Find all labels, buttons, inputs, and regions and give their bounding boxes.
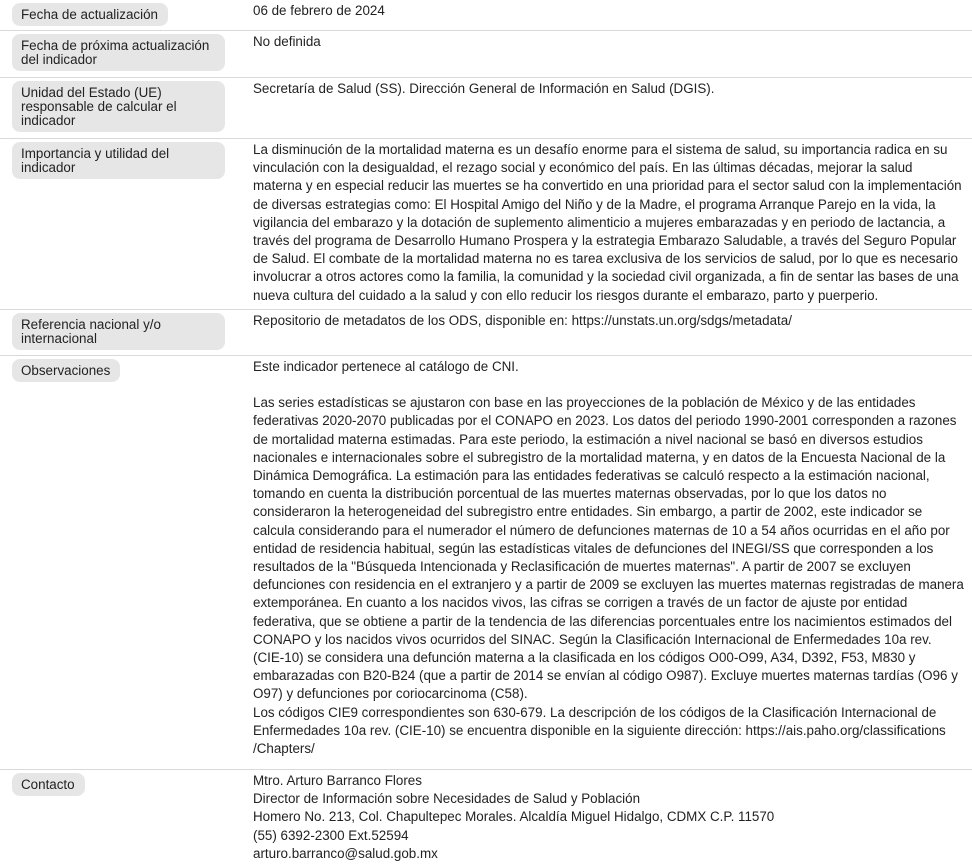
- label-cell: [0, 31, 253, 77]
- label-cell: [0, 310, 253, 355]
- value-cell: [253, 310, 972, 355]
- contacto-telefono: (55) 6392-2300 Ext.52594: [253, 827, 409, 843]
- label-cell: [0, 356, 253, 769]
- value-cell: [253, 0, 972, 30]
- value-fecha-proxima-actualizacion: No definida: [253, 34, 321, 49]
- label-cell: [0, 139, 253, 309]
- observaciones-paragraph-1: Este indicador pertenece al catálogo de CNI.: [253, 359, 519, 374]
- row-fecha-proxima-actualizacion: [0, 31, 972, 78]
- row-unidad-responsable: [0, 78, 972, 139]
- value-unidad-responsable: Secretaría de Salud (SS). Dirección General de Información en Salud (DGIS).: [253, 81, 715, 96]
- contacto-direccion: Homero No. 213, Col. Chapultepec Morales. Alcaldía Miguel Hidalgo, CDMX C.P. 11570: [253, 809, 775, 825]
- label-contacto: Contacto: [12, 773, 85, 796]
- value-cell: [253, 770, 972, 868]
- row-contacto: [0, 770, 972, 868]
- label-referencia: Referencia nacional y/o internacional: [12, 313, 225, 350]
- value-importancia-utilidad: La disminución de la mortalidad materna es un desafío enorme para el sistema de salud, su importancia radica en su vinculación con la desigualdad, el rezago social y económico del país. En las últimas décadas, mejorar la salud materna y en especial reducir las muertes se ha convertido en una prioridad para el sector salud con la implementación de diversas estrategias como: El Hospital Amigo del Niño y de la Madre, el programa Arranque Parejo en la vida, la vigilancia del embarazo y la dotación de suplemento alimenticio a mujeres embarazadas y en periodo de lactancia, a través del programa de Desarrollo Humano Prospera y la estrategia Embarazo Saludable, a través del Seguro Popular de Salud. El combate de la mortalidad materna no es tarea exclusiva de los servicios de salud, por lo que es necesario involucrar a otros actores como la familia, la comunidad y la sociedad civil organizada, a fin de sentar las bases de una nueva cultura del cuidado a la salud y con ello reducir los riesgos durante el embarazo, parto y puerperio.: [253, 142, 962, 303]
- contacto-cargo: Director de Información sobre Necesidades de Salud y Población: [253, 791, 641, 807]
- label-cell: [0, 0, 253, 30]
- row-observaciones: [0, 356, 972, 770]
- label-cell: [0, 770, 253, 868]
- row-importancia-utilidad: [0, 139, 972, 310]
- label-importancia-utilidad: Importancia y utilidad del indicador: [12, 142, 225, 179]
- value-cell: [253, 31, 972, 77]
- label-unidad-responsable: Unidad del Estado (UE) responsable de calcular el indicador: [12, 81, 225, 132]
- value-cell: [253, 356, 972, 769]
- row-fecha-actualizacion: [0, 0, 972, 31]
- label-fecha-actualizacion: Fecha de actualización: [12, 3, 168, 26]
- observaciones-paragraph-3: Los códigos CIE9 correspondientes son 630-679. La descripción de los códigos de la Clasificación Internacional de Enfermedades 10a rev. (CIE-10) se encuentra disponible en la siguiente dirección: https://ais.paho.org/classifications /Chapters/: [253, 704, 946, 757]
- value-cell: [253, 139, 972, 309]
- value-referencia: Repositorio de metadatos de los ODS, disponible en: https://unstats.un.org/sdgs/metadata/: [253, 313, 792, 328]
- label-observaciones: Observaciones: [12, 359, 120, 382]
- value-cell: [253, 78, 972, 138]
- label-cell: [0, 78, 253, 138]
- label-fecha-proxima-actualizacion: Fecha de próxima actualización del indicador: [12, 34, 225, 71]
- value-fecha-actualizacion: 06 de febrero de 2024: [253, 3, 385, 18]
- contacto-nombre: Mtro. Arturo Barranco Flores: [253, 773, 422, 788]
- row-referencia: [0, 310, 972, 356]
- observaciones-paragraph-2: Las series estadísticas se ajustaron con base en las proyecciones de la población de México y de las entidades federativas 2020-2070 publicadas por el CONAPO en 2023. Los datos del periodo 1990-2001 corresponden a razones de mortalidad materna estimadas. Para este periodo, la estimación a nivel nacional se basó en diversos estudios nacionales e internacionales sobre el subregistro de la mortalidad materna, y en datos de la Encuesta Nacional de la Dinámica Demográfica. La estimación para las entidades federativas se calculó respecto a la estimación nacional, tomando en cuenta la distribución porcentual de las muertes maternas observadas, por lo que los datos no consideraron la heterogeneidad del subregistro entre entidades. Sin embargo, a partir de 2002, este indicador se calcula considerando para el numerador el número de defunciones maternas de 10 a 54 años ocurridas en el año por entidad de residencia habitual, según las estadísticas vitales de defunciones del INEGI/SS que corresponden a los resultados de la "Búsqueda Intencionada y Reclasificación de muertes maternas". A partir de 2007 se excluyen defunciones con residencia en el extranjero y a partir de 2009 se excluyen las muertes maternas registradas de manera extemporánea. En cuanto a los nacidos vivos, las cifras se corrigen a través de un factor de ajuste por entidad federativa, que se obtiene a partir de la tendencia de las diferencias porcentuales entre los nacimientos estimados del CONAPO y los nacidos vivos ocurridos del SINAC. Según la Clasificación Internacional de Enfermedades 10a rev. (CIE-10) se considera una defunción materna a la clasificada en los códigos O00-O99, A34, D392, F53, M830 y embarazadas con B20-B24 (que a partir de 2014 se envían al código O987). Excluye muertes maternas tardías (O96 y O97) y defunciones por coriocarcinoma (C58).: [253, 395, 964, 702]
- contacto-email[interactable]: arturo.barranco@salud.gob.mx: [253, 845, 438, 861]
